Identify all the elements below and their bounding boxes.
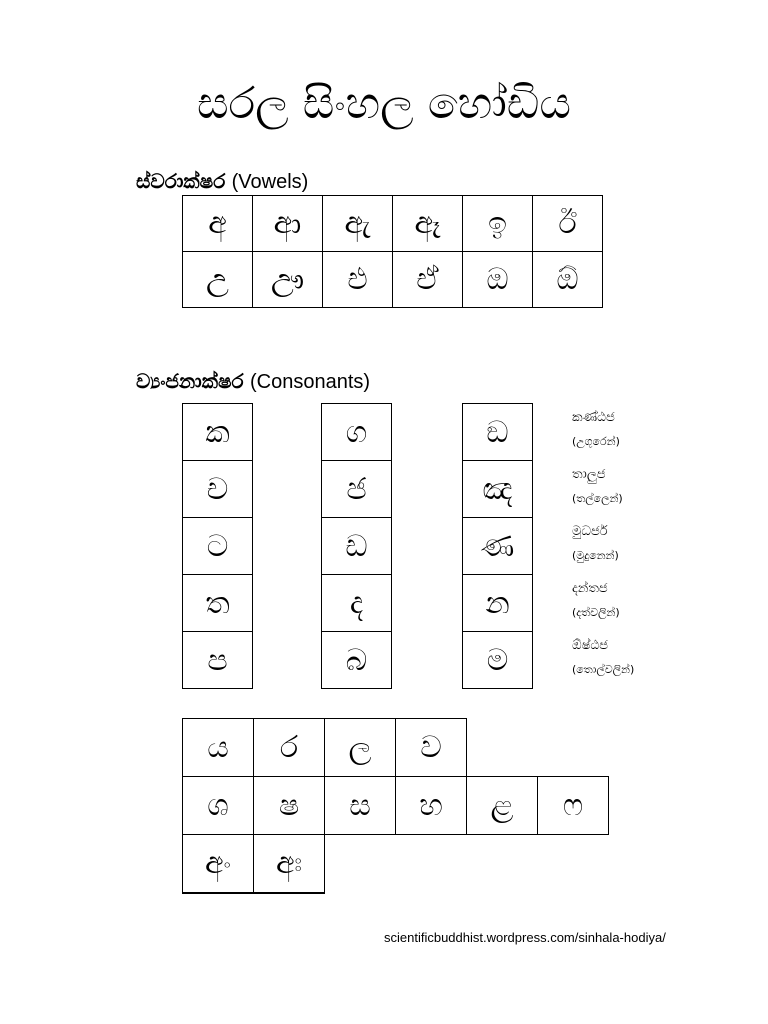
consonant-cell: ඞ	[463, 404, 533, 461]
vowels-row	[183, 196, 603, 252]
vowel-cell: ඒ	[393, 252, 463, 308]
letter-cell: ය	[183, 719, 254, 777]
place-name: කණ්ඨජ	[572, 410, 615, 425]
vowel-cell: ඊ	[533, 196, 603, 252]
place-description: (උගුරෙන්)	[572, 435, 620, 448]
place-description: (තල්ලෙන්)	[572, 492, 623, 505]
consonant-cell: න	[463, 575, 533, 632]
consonant-cell: ච	[183, 461, 253, 518]
consonant-column-unvoiced	[182, 403, 253, 689]
consonant-cell: බ	[322, 632, 392, 689]
page-title: සරල සිංහල හෝඩිය	[196, 78, 572, 129]
place-label-retroflex	[572, 523, 619, 565]
place-name: මුධර්ජ	[572, 524, 608, 539]
other-letters-row	[183, 777, 609, 835]
letter-cell: අං	[183, 835, 254, 894]
source-url: scientificbuddhist.wordpress.com/sinhala-hodiya/	[384, 930, 666, 945]
consonant-cell: ණ	[463, 518, 533, 575]
vowel-cell: ඔ	[463, 252, 533, 308]
consonant-cell: ට	[183, 518, 253, 575]
vowel-cell: ඕ	[533, 252, 603, 308]
empty-cell	[467, 719, 538, 777]
consonant-cell: ක	[183, 404, 253, 461]
consonant-cell: ග	[322, 404, 392, 461]
vowel-cell: උ	[183, 252, 253, 308]
consonant-cell: ජ	[322, 461, 392, 518]
place-label-dental	[572, 580, 620, 622]
letter-cell: ෂ	[254, 777, 325, 835]
consonant-cell: ම	[463, 632, 533, 689]
letter-cell: ළ	[467, 777, 538, 835]
letter-cell: ව	[396, 719, 467, 777]
consonants-heading	[136, 368, 370, 395]
letter-cell: ල	[325, 719, 396, 777]
place-label-velar	[572, 409, 620, 451]
vowel-cell: එ	[323, 252, 393, 308]
place-label-palatal	[572, 466, 623, 508]
place-name: දන්තජ	[572, 581, 608, 596]
empty-cell	[467, 835, 538, 894]
consonants-heading-sinhala: ව්‍යංජනාක්ෂර	[136, 369, 244, 393]
vowels-heading	[136, 168, 308, 195]
consonant-cell: ඩ	[322, 518, 392, 575]
place-description: (තොල්වලින්)	[572, 663, 635, 676]
vowels-heading-sinhala: ස්වරාක්ෂර	[136, 169, 226, 193]
vowel-cell: අ	[183, 196, 253, 252]
vowel-cell: ඌ	[253, 252, 323, 308]
empty-cell	[325, 835, 396, 894]
other-letters-row	[183, 719, 609, 777]
vowel-cell: ආ	[253, 196, 323, 252]
empty-cell	[396, 835, 467, 894]
letter-cell: ශ	[183, 777, 254, 835]
consonant-cell: ත	[183, 575, 253, 632]
consonant-cell: ද	[322, 575, 392, 632]
empty-cell	[538, 719, 609, 777]
other-letters-table	[182, 718, 609, 894]
vowel-cell: ඈ	[393, 196, 463, 252]
consonants-heading-english: (Consonants)	[249, 371, 371, 393]
place-name: ඕෂ්ඨජ	[572, 638, 609, 653]
place-description: (මුදුනෙන්)	[572, 549, 619, 562]
consonant-cell: ප	[183, 632, 253, 689]
vowel-cell: ඉ	[463, 196, 533, 252]
empty-cell	[538, 835, 609, 894]
place-description: (දත්වලින්)	[572, 606, 620, 619]
vowels-row	[183, 252, 603, 308]
consonant-column-nasal	[462, 403, 533, 689]
place-name: තාලුජ	[572, 467, 606, 482]
letter-cell: අඃ	[254, 835, 325, 894]
other-letters-row	[183, 835, 609, 894]
letter-cell: ස	[325, 777, 396, 835]
vowels-heading-english: (Vowels)	[231, 171, 309, 193]
vowel-cell: ඇ	[323, 196, 393, 252]
consonant-column-voiced	[321, 403, 392, 689]
letter-cell: ෆ	[538, 777, 609, 835]
vowels-table	[182, 195, 603, 308]
letter-cell: ර	[254, 719, 325, 777]
letter-cell: හ	[396, 777, 467, 835]
place-label-labial	[572, 637, 634, 679]
consonant-cell: ඤ	[463, 461, 533, 518]
